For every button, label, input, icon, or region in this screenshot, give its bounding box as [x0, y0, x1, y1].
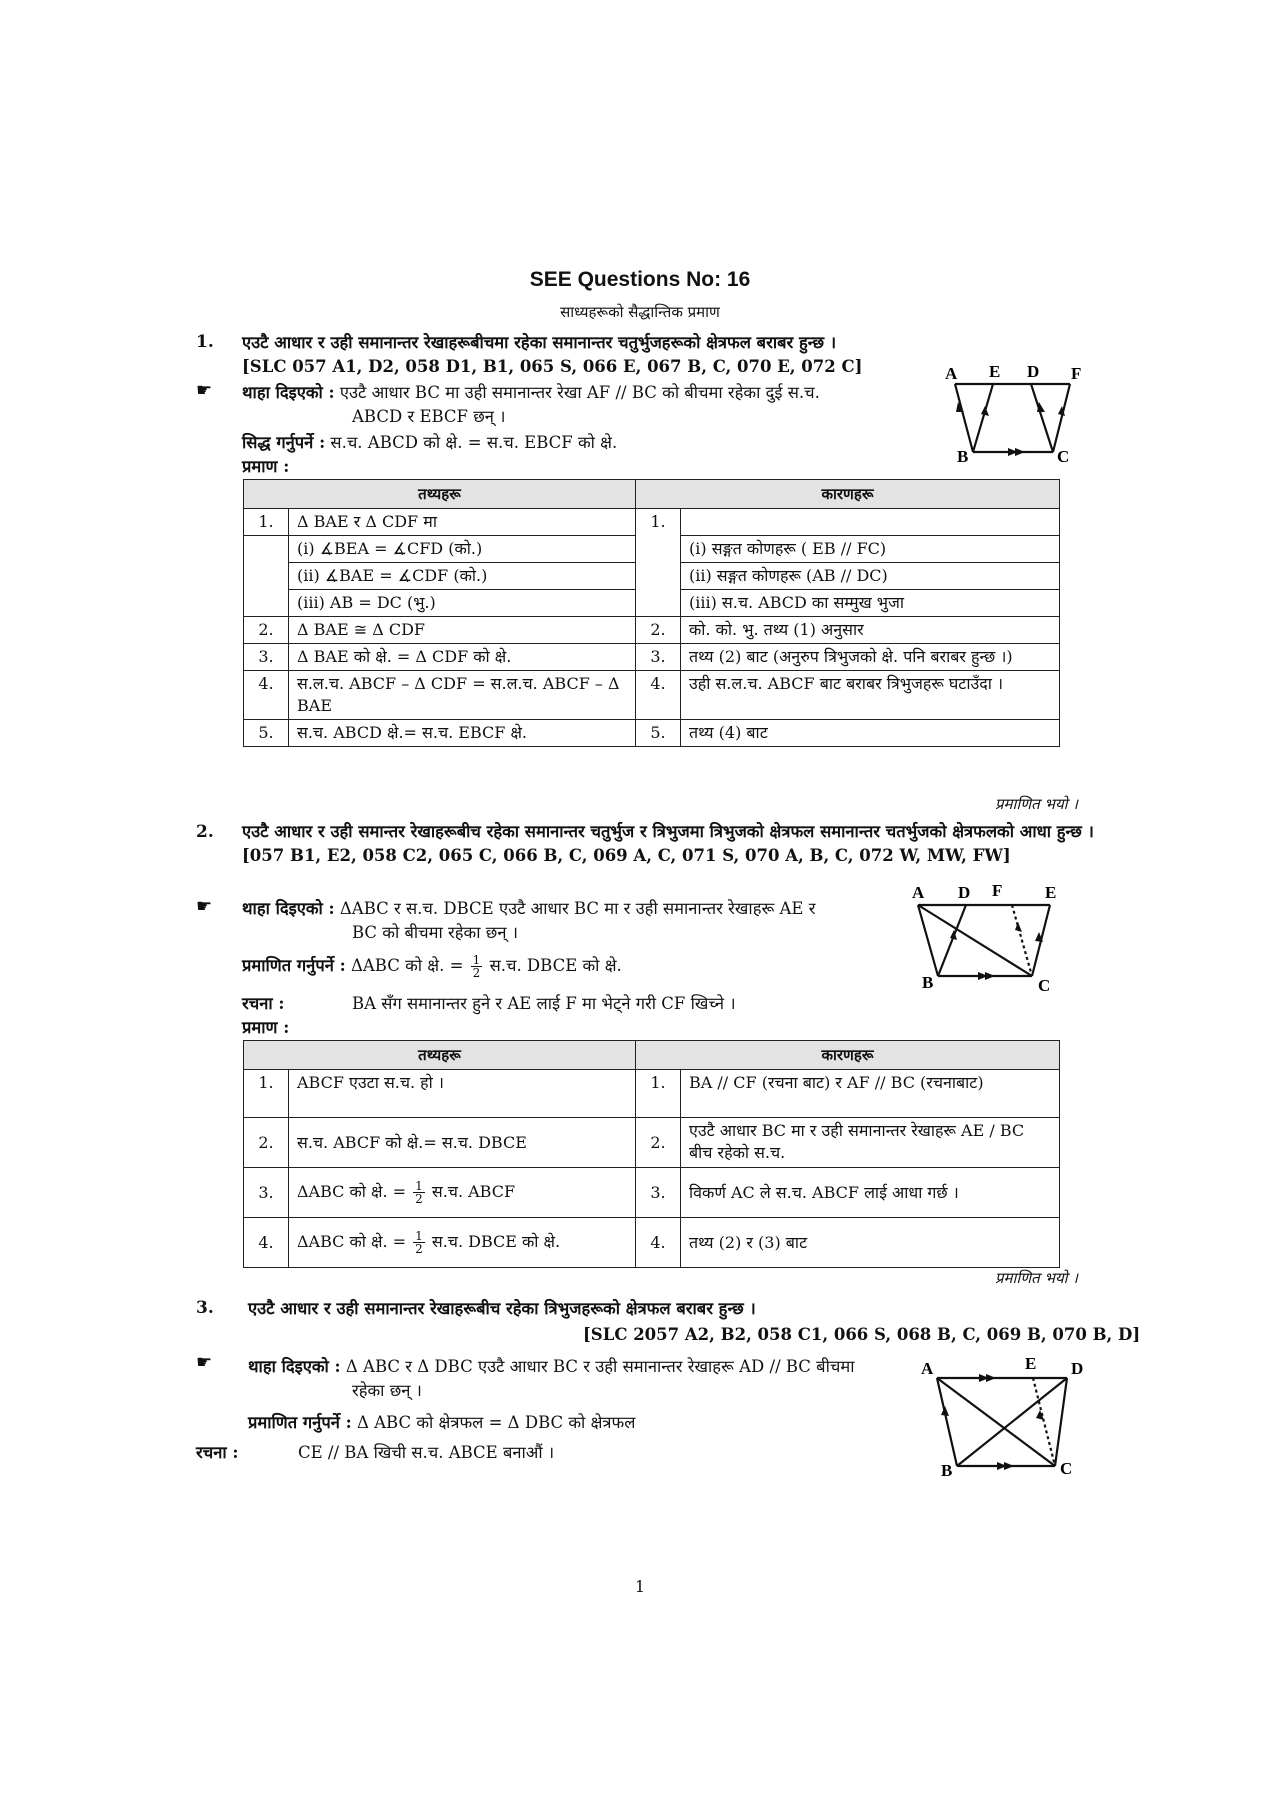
q1-statement: एउटै आधार र उही समानान्तर रेखाहरूबीचमा रहेका समानान्तर चतुर्भुजहरूको क्षेत्रफल बराबर हुन्छ ।: [242, 333, 837, 352]
fig2-label-c: C: [1038, 976, 1051, 995]
fraction-half: $\frac{1}{2}$: [415, 1179, 423, 1206]
q2-statement-text: एउटै आधार र उही समान्तर रेखाहरूबीच रहेका समानान्तर चतुर्भुज र त्रिभुजमा त्रिभुजको क्षेत्रफल समानान्तर चतर्भुजको क्षेत्रफलको आधा हुन्छ ।: [242, 822, 1094, 841]
q1-proof-label: प्रमाण :: [242, 457, 290, 476]
table-row: [244, 1218, 1060, 1268]
table-row: [244, 671, 1060, 720]
pointer-hand-icon: ☛: [196, 1352, 213, 1373]
q2-proof-label: प्रमाण :: [242, 1018, 290, 1037]
fig2-label-b: B: [922, 973, 934, 992]
fig1-label-f: F: [1071, 364, 1082, 383]
fig1-label-e: E: [989, 362, 1001, 381]
q3-given-cont: रहेका छन् ।: [352, 1381, 422, 1400]
row-reason: (ii) सङ्गत कोणहरू (AB // DC): [681, 563, 1060, 590]
row-statement: (iii) AB = DC (भु.): [289, 590, 636, 617]
q2-proved: प्रमाणित भयो ।: [994, 1269, 1078, 1287]
row-reason: तथ्य (2) र (3) बाट: [681, 1218, 1060, 1268]
q3-number: 3.: [196, 1298, 214, 1318]
q1-to-prove: स.च. ABCD को क्षे. = स.च. EBCF को क्षे.: [330, 433, 618, 452]
row-statement: Δ BAE को क्षे. = Δ CDF को क्षे.: [289, 644, 636, 671]
fig2-label-a: A: [912, 883, 925, 902]
q3-statement: एउटै आधार र उही समानान्तर रेखाहरूबीच रहेका त्रिभुजहरूको क्षेत्रफल बराबर हुन्छ ।: [248, 1299, 756, 1318]
row-reason: तथ्य (4) बाट: [681, 720, 1060, 747]
q2-proof-table: [243, 1040, 1060, 1268]
row-num: 5.: [636, 720, 681, 747]
row-reason: (i) सङ्गत कोणहरू ( EB // FC): [681, 536, 1060, 563]
fig3-label-b: B: [941, 1461, 953, 1479]
row-num: 3.: [636, 1168, 681, 1218]
q3-refs: [SLC 2057 A2, B2, 058 C1, 066 S, 068 B, C, 069 B, 070 B, D]: [583, 1325, 1141, 1344]
row-num: 5.: [244, 720, 289, 747]
page-subtitle: साध्यहरूको सैद्धान्तिक प्रमाण: [560, 303, 720, 321]
row-statement: Δ BAE र Δ CDF मा: [289, 509, 636, 536]
q1-proved: प्रमाणित भयो ।: [994, 795, 1078, 813]
pointer-hand-icon: ☛: [196, 380, 213, 401]
row-num: 4.: [636, 1218, 681, 1268]
q2-to-prove-b: स.च. DBCE को क्षे.: [489, 956, 622, 975]
table-row: [244, 617, 1060, 644]
row-num: 1.: [636, 1070, 681, 1118]
row-num: 2.: [244, 617, 289, 644]
table-row: [244, 1118, 1060, 1168]
q3-construct-label: रचना :: [196, 1443, 239, 1462]
q2-given-label: थाहा दिइएको :: [242, 899, 335, 918]
q2-construct-label: रचना :: [242, 994, 285, 1013]
fig1-label-a: A: [945, 364, 958, 383]
row-num: 4.: [636, 671, 681, 720]
row-reason: तथ्य (2) बाट (अनुरुप त्रिभुजको क्षे. पनि बराबर हुन्छ ।): [681, 644, 1060, 671]
q1-col-reasons: कारणहरू: [636, 480, 1060, 509]
fig3-label-c: C: [1060, 1459, 1073, 1478]
fig2-label-d: D: [958, 883, 971, 902]
row-reason: को. को. भु. तथ्य (1) अनुसार: [681, 617, 1060, 644]
row-statement: (ii) ∡BAE = ∡CDF (को.): [289, 563, 636, 590]
table-row: [244, 1070, 1060, 1118]
fig3-label-d: D: [1071, 1359, 1084, 1378]
row-num: 2.: [244, 1118, 289, 1168]
row-statement: Δ BAE ≅ Δ CDF: [289, 617, 636, 644]
row-num: 2.: [636, 617, 681, 644]
row-statement: स.च. ABCF को क्षे.= स.च. DBCE: [289, 1118, 636, 1168]
table-row: [244, 509, 1060, 536]
table-row: [244, 644, 1060, 671]
q2-col-statements: तथ्यहरू: [244, 1041, 636, 1070]
fig2-label-f: F: [992, 881, 1003, 900]
row-statement: स.ल.च. ABCF – Δ CDF = स.ल.च. ABCF – Δ BAE: [289, 671, 636, 720]
row-num: 3.: [244, 1168, 289, 1218]
fig3-label-a: A: [921, 1359, 934, 1378]
q2-statement: [242, 820, 1094, 868]
row-statement: ΔABC को क्षे. =: [297, 1232, 407, 1251]
q1-given-cont: ABCD र EBCF छन् ।: [352, 407, 506, 426]
q2-number: 2.: [196, 822, 214, 842]
q1-col-statements: तथ्यहरू: [244, 480, 636, 509]
row-reason: (iii) स.च. ABCD का सम्मुख भुजा: [681, 590, 1060, 617]
row-num: 4.: [244, 671, 289, 720]
row-statement: (i) ∡BEA = ∡CFD (को.): [289, 536, 636, 563]
row-num: 1.: [636, 509, 681, 617]
fig1-label-c: C: [1057, 447, 1070, 466]
page-title: SEE Questions No: 16: [529, 268, 751, 291]
row-reason: विकर्ण AC ले स.च. ABCF लाई आधा गर्छ ।: [681, 1168, 1060, 1218]
q1-number: 1.: [196, 332, 214, 352]
table-row: [244, 1168, 1060, 1218]
q2-given-cont: BC को बीचमा रहेका छन् ।: [352, 923, 518, 942]
q2-figure: [900, 880, 1070, 998]
fig2-label-e: E: [1045, 883, 1057, 902]
q2-refs: [057 B1, E2, 058 C2, 065 C, 066 B, C, 069 A, C, 071 S, 070 A, B, C, 072 W, MW, FW]: [242, 846, 1011, 865]
q3-given-label: थाहा दिइएको :: [248, 1357, 341, 1376]
fig1-label-d: D: [1027, 362, 1040, 381]
row-reason: BA // CF (रचना बाट) र AF // BC (रचनाबाट): [681, 1070, 1060, 1118]
q2-to-prove-label: प्रमाणित गर्नुपर्ने :: [242, 956, 346, 975]
q3-given: Δ ABC र Δ DBC एउटै आधार BC र उही समानान्तर रेखाहरू AD // BC बीचमा: [345, 1357, 855, 1376]
row-num: 1.: [244, 1070, 289, 1118]
row-statement: ΔABC को क्षे. =: [297, 1182, 407, 1201]
q1-given: एउटै आधार BC मा उही समानान्तर रेखा AF // BC को बीचमा रहेका दुई स.च.: [339, 383, 820, 402]
q2-given: ΔABC र स.च. DBCE एउटै आधार BC मा र उही समानान्तर रेखाहरू AE र: [339, 899, 816, 918]
q2-to-prove-a: ΔABC को क्षे. =: [350, 956, 464, 975]
q1-figure: [945, 362, 1095, 467]
page-number: 1: [634, 1577, 646, 1596]
q1-given-label: थाहा दिइएको :: [242, 383, 335, 402]
row-num: 3.: [636, 644, 681, 671]
row-reason: एउटै आधार BC मा र उही समानान्तर रेखाहरू AE / BC बीच रहेको स.च.: [681, 1118, 1060, 1168]
q1-refs: [SLC 057 A1, D2, 058 D1, B1, 065 S, 066 E, 067 B, C, 070 E, 072 C]: [242, 357, 863, 376]
q1-to-prove-label: सिद्ध गर्नुपर्ने :: [242, 433, 326, 452]
q3-to-prove: Δ ABC को क्षेत्रफल = Δ DBC को क्षेत्रफल: [356, 1413, 636, 1432]
fig1-label-b: B: [957, 447, 969, 466]
q3-construct: CE // BA खिची स.च. ABCE बनाऔं ।: [298, 1443, 555, 1462]
row-num: 2.: [636, 1118, 681, 1168]
fraction-half: $\frac{1}{2}$: [415, 1229, 423, 1256]
row-reason: उही स.ल.च. ABCF बाट बराबर त्रिभुजहरू घटाउँदा ।: [681, 671, 1060, 720]
fig3-label-e: E: [1025, 1354, 1037, 1373]
row-statement: ABCF एउटा स.च. हो ।: [289, 1070, 636, 1118]
row-num: 4.: [244, 1218, 289, 1268]
row-num: 1.: [244, 509, 289, 536]
q3-to-prove-label: प्रमाणित गर्नुपर्ने :: [248, 1413, 352, 1432]
row-reason: [681, 509, 1060, 536]
q1-proof-table: [243, 479, 1060, 747]
pointer-hand-icon: ☛: [196, 896, 213, 917]
fraction-half: $\frac{1}{2}$: [472, 953, 481, 980]
table-row: [244, 720, 1060, 747]
row-statement: स.च. ABCD क्षे.= स.च. EBCF क्षे.: [289, 720, 636, 747]
row-num: 3.: [244, 644, 289, 671]
q2-construct: BA सँग समानान्तर हुने र AE लाई F मा भेट्ने गरी CF खिच्ने ।: [352, 994, 736, 1013]
q3-figure: [915, 1354, 1095, 1479]
row-statement-cont: स.च. ABCF: [431, 1182, 516, 1201]
row-statement-cont: स.च. DBCE को क्षे.: [431, 1232, 561, 1251]
q2-col-reasons: कारणहरू: [636, 1041, 1060, 1070]
